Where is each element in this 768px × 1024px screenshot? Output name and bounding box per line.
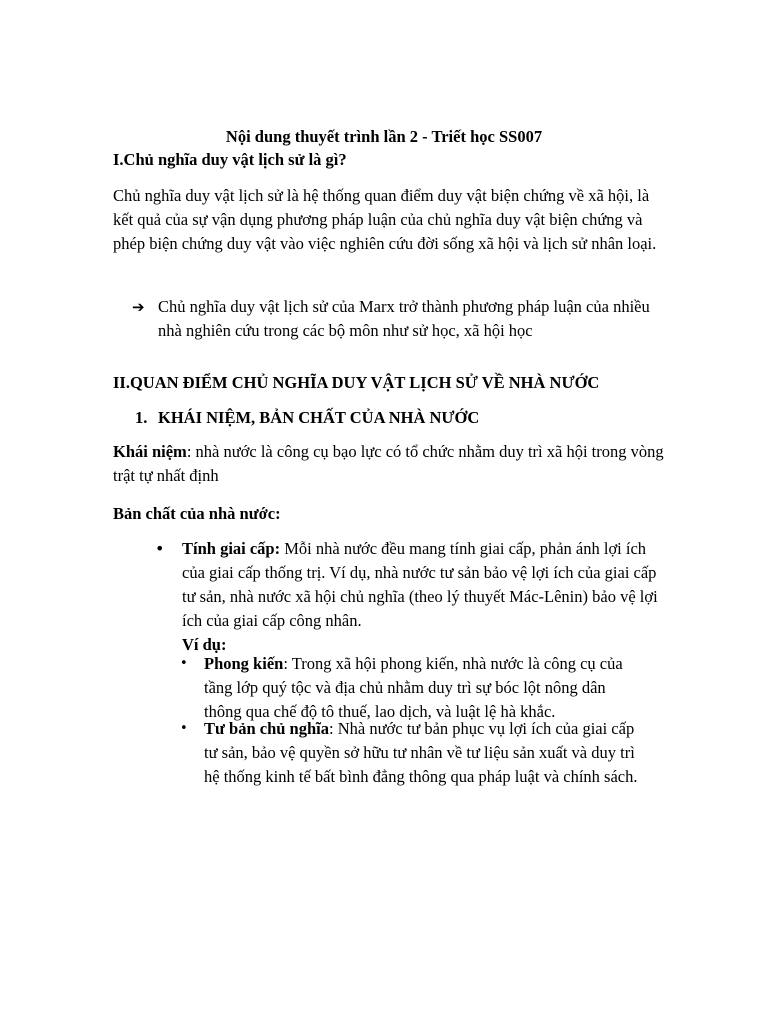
subsection-number: 1. — [135, 408, 148, 427]
arrow-item-text: Chủ nghĩa duy vật lịch sử của Marx trở thành phương pháp luận của nhiều nhà nghiên cứu trong các bộ môn như sử học, xã hội học — [158, 297, 650, 340]
feudal-text: : Trong xã hội phong kiến, nhà nước là công cụ của tầng lớp quý tộc và địa chủ nhằm duy trì sự bóc lột nông dân thông qua chế độ tô thuế, lao dịch, và luật lệ hà khắc. — [204, 654, 623, 721]
concept-paragraph — [113, 440, 673, 488]
concept-text: : nhà nước là công cụ bạo lực có tổ chức nhằm duy trì xã hội trong vòng trật tự nhất định — [113, 442, 664, 485]
sub-bullet-icon: • — [180, 721, 188, 736]
document-title: Nội dung thuyết trình lần 2 - Triết học SS007 — [225, 127, 543, 146]
feudal-label: Phong kiến — [204, 654, 284, 673]
bullet-icon: • — [155, 539, 165, 558]
capitalist-text: : Nhà nước tư bản phục vụ lợi ích của giai cấp tư sản, bảo vệ quyền sở hữu tư nhân về tư liệu sản xuất và duy trì hệ thống kinh tế bất bình đẳng thông qua pháp luật và chính sách. — [204, 719, 638, 786]
example-label: Ví dụ: — [182, 635, 227, 654]
section2-heading: II.QUAN ĐIỂM CHỦ NGHĨA DUY VẬT LỊCH SỬ VỀ NHÀ NƯỚC — [113, 373, 600, 392]
section1-paragraph: Chủ nghĩa duy vật lịch sử là hệ thống quan điểm duy vật biện chứng về xã hội, là kết quả của sự vận dụng phương pháp luận của chủ nghĩa duy vật biện chứng và phép biện chứng duy vật vào việc nghiên cứu đời sống xã hội và lịch sử nhân loại. — [113, 186, 657, 253]
arrow-right-icon: ➔ — [132, 298, 145, 316]
class-nature-text — [182, 537, 662, 657]
capitalist-label: Tư bản chủ nghĩa — [204, 719, 329, 738]
nature-heading: Bản chất của nhà nước: — [113, 504, 281, 523]
class-text: Mỗi nhà nước đều mang tính giai cấp, phản ánh lợi ích của giai cấp thống trị. Ví dụ, nhà nước tư sản bảo vệ lợi ích của giai cấp tư sản, nhà nước xã hội chủ nghĩa (theo lý thuyết Mác-Lênin) bảo vệ lợi ích của giai cấp công nhân. — [182, 539, 658, 630]
feudal-text-block — [204, 652, 644, 724]
sub-bullet-icon: • — [180, 656, 188, 671]
subsection-title: KHÁI NIỆM, BẢN CHẤT CỦA NHÀ NƯỚC — [158, 408, 480, 427]
class-label: Tính giai cấp: — [182, 539, 281, 558]
concept-label: Khái niệm — [113, 442, 187, 461]
capitalist-text-block — [204, 717, 644, 789]
section1-heading: I.Chủ nghĩa duy vật lịch sử là gì? — [113, 150, 347, 169]
